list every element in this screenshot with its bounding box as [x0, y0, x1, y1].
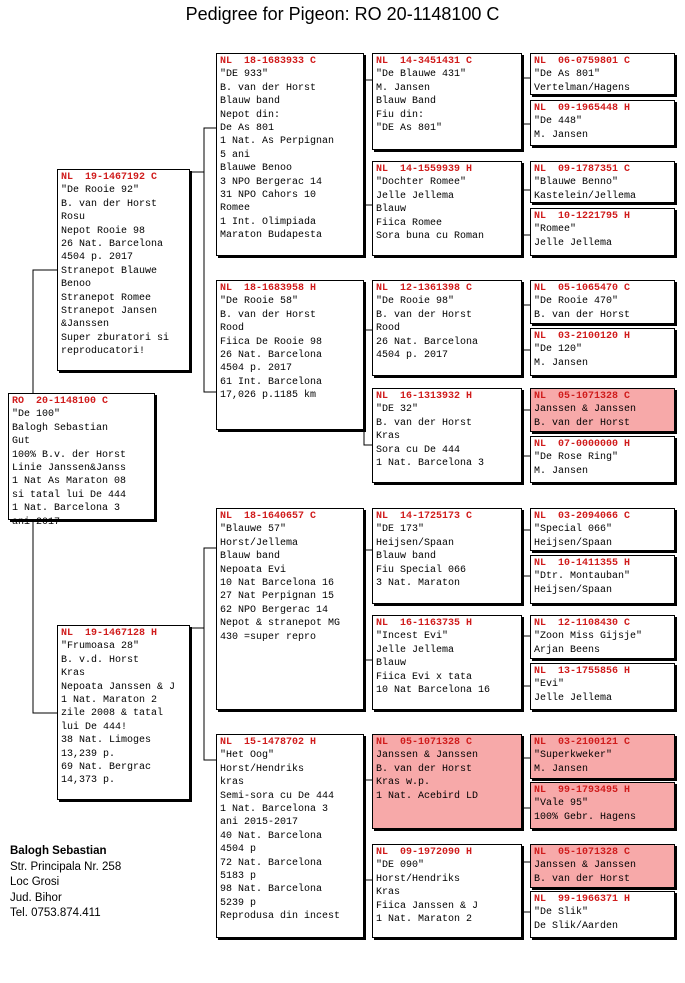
dam-dam-dam-card	[372, 844, 522, 938]
pigeon-details: "Frumoasa 28" B. v.d. Horst Kras Nepoata Janssen & J 1 Nat. Maraton 2 zile 2008 & tatal lui De 444! 38 Nat. Limoges 13,239 p. 69 Nat. Bergrac 14,373 p.	[61, 641, 176, 787]
ancestor-card-14	[530, 782, 675, 829]
ring-number: NL 09-1972090 H	[376, 847, 473, 858]
subject-pigeon-card	[8, 393, 155, 528]
dam-dam-sire-card	[372, 734, 522, 829]
ring-number: NL 18-1683933 C	[220, 56, 317, 67]
ring-number: NL 16-1313932 H	[376, 391, 473, 402]
ancestor-card-5	[530, 280, 675, 324]
ring-number: NL 03-2100120 H	[534, 331, 631, 342]
ancestor-card-16	[530, 891, 675, 938]
pigeon-details: "DE 933" B. van der Horst Blauw band Nepot din: De As 801 1 Nat. As Perpignan 5 ani Blauwe Benoo 3 NPO Bergerac 14 31 NPO Cahors 10 Romee 1 Int. Olimpiada Maraton Budapesta	[220, 69, 335, 242]
pigeon-details: "Dtr. Montauban" Heijsen/Spaan	[534, 571, 631, 596]
ring-number: NL 05-1071328 C	[376, 737, 473, 748]
ancestor-card-7	[530, 388, 675, 432]
sire-card	[57, 169, 190, 371]
ring-number: NL 06-0759801 C	[534, 56, 631, 67]
ancestor-card-6	[530, 328, 675, 376]
pigeon-details: Janssen & Janssen B. van der Horst Kras w.p. 1 Nat. Acebird LD	[376, 750, 479, 802]
ancestor-card-11	[530, 615, 675, 659]
owner-locality: Loc Grosi	[10, 876, 60, 888]
pigeon-details: "Zoon Miss Gijsje" Arjan Beens	[534, 631, 643, 656]
pigeon-details: "De 100" Balogh Sebastian Gut 100% B.v. der Horst Linie Janssen&Janss 1 Nat As Maraton 08 si tatal lui De 444 1 Nat. Barcelona 3 ani 2017	[12, 409, 127, 528]
ring-number: NL 13-1755856 H	[534, 666, 631, 677]
ring-number: NL 19-1467128 H	[61, 628, 158, 639]
pigeon-details: "Blauwe 57" Horst/Jellema Blauw band Nepoata Evi 10 Nat Barcelona 16 27 Nat Perpignan 15 62 NPO Bergerac 14 Nepot & stranepot MG 430 =super repro	[220, 524, 341, 643]
ring-number: RO 20-1148100 C	[12, 396, 109, 407]
pigeon-details: Janssen & Janssen B. van der Horst	[534, 404, 637, 429]
dam-sire-card	[216, 508, 364, 710]
sire-dam-card	[216, 280, 364, 430]
ring-number: NL 09-1787351 C	[534, 164, 631, 175]
pigeon-details: "DE 090" Horst/Hendriks Kras Fiica Janssen & J 1 Nat. Maraton 2	[376, 860, 479, 926]
ring-number: NL 99-1966371 H	[534, 894, 631, 905]
pigeon-details: "De Rooie 470" B. van der Horst	[534, 296, 631, 321]
owner-county: Jud. Bihor	[10, 891, 62, 904]
ring-number: NL 18-1683958 H	[220, 283, 317, 294]
pigeon-details: "DE 32" B. van der Horst Kras Sora cu De 444 1 Nat. Barcelona 3	[376, 404, 485, 470]
ancestor-card-2	[530, 100, 675, 146]
pigeon-details: "Evi" Jelle Jellema	[534, 679, 613, 704]
pigeon-details: "Blauwe Benno" Kastelein/Jellema	[534, 177, 637, 202]
ring-number: NL 10-1411355 H	[534, 558, 631, 569]
ring-number: NL 07-0000000 H	[534, 439, 631, 450]
ring-number: NL 05-1071328 C	[534, 391, 631, 402]
pigeon-details: "De 120" M. Jansen	[534, 344, 589, 369]
pigeon-details: "De Rooie 58" B. van der Horst Rood Fiica De Rooie 98 26 Nat. Barcelona 4504 p. 2017 61 Int. Barcelona 17,026 p.1185 km	[220, 296, 323, 402]
pigeon-details: "Incest Evi" Jelle Jellema Blauw Fiica Evi x tata 10 Nat Barcelona 16	[376, 631, 491, 697]
ring-number: NL 14-1559939 H	[376, 164, 473, 175]
pigeon-details: "De As 801" Vertelman/Hagens	[534, 69, 631, 94]
pigeon-details: "De 448" M. Jansen	[534, 116, 589, 141]
pigeon-details: "Het Oog" Horst/Hendriks kras Semi-sora cu De 444 1 Nat. Barcelona 3 ani 2015-2017 40 Nat. Barcelona 4504 p 72 Nat. Barcelona 5183 p 98 Nat. Barcelona 5239 p Reprodusa din incest	[220, 750, 341, 923]
ring-number: NL 12-1108430 C	[534, 618, 631, 629]
ring-number: NL 12-1361398 C	[376, 283, 473, 294]
sire-sire-sire-card	[372, 53, 522, 150]
pigeon-details: Janssen & Janssen B. van der Horst	[534, 860, 637, 885]
ring-number: NL 03-2094066 C	[534, 511, 631, 522]
owner-contact	[10, 844, 121, 922]
pigeon-details: "De Blauwe 431" M. Jansen Blauw Band Fiu din: "DE As 801"	[376, 69, 467, 135]
ancestor-card-4	[530, 208, 675, 256]
pigeon-details: "Romee" Jelle Jellema	[534, 224, 613, 249]
ancestor-card-12	[530, 663, 675, 710]
ancestor-card-13	[530, 734, 675, 779]
pigeon-details: "DE 173" Heijsen/Spaan Blauw band Fiu Special 066 3 Nat. Maraton	[376, 524, 467, 590]
ring-number: NL 99-1793495 H	[534, 785, 631, 796]
ring-number: NL 10-1221795 H	[534, 211, 631, 222]
ancestor-card-10	[530, 555, 675, 604]
ancestor-card-1	[530, 53, 675, 95]
ring-number: NL 19-1467192 C	[61, 172, 158, 183]
owner-street: Str. Principala Nr. 258	[10, 860, 122, 873]
ring-number: NL 14-1725173 C	[376, 511, 473, 522]
owner-name: Balogh Sebastian	[10, 845, 107, 857]
ring-number: NL 18-1640657 C	[220, 511, 317, 522]
owner-phone: Tel. 0753.874.411	[10, 907, 101, 919]
ring-number: NL 05-1065470 C	[534, 283, 631, 294]
dam-sire-sire-card	[372, 508, 522, 604]
ancestor-card-15	[530, 844, 675, 888]
pigeon-details: "Superkweker" M. Jansen	[534, 750, 613, 775]
sire-sire-dam-card	[372, 161, 522, 256]
ring-number: NL 15-1478702 H	[220, 737, 317, 748]
ancestor-card-9	[530, 508, 675, 551]
pigeon-details: "Vale 95" 100% Gebr. Hagens	[534, 798, 637, 823]
dam-dam-card	[216, 734, 364, 938]
ancestor-card-8	[530, 436, 675, 483]
sire-sire-card	[216, 53, 364, 256]
dam-sire-dam-card	[372, 615, 522, 710]
dam-card	[57, 625, 190, 800]
ring-number: NL 05-1071328 C	[534, 847, 631, 858]
sire-dam-sire-card	[372, 280, 522, 376]
pigeon-details: "Dochter Romee" Jelle Jellema Blauw Fiica Romee Sora buna cu Roman	[376, 177, 485, 243]
pigeon-details: "De Rose Ring" M. Jansen	[534, 452, 619, 477]
page-title: Pedigree for Pigeon: RO 20-1148100 C	[185, 4, 500, 24]
ring-number: NL 03-2100121 C	[534, 737, 631, 748]
pigeon-details: "De Rooie 92" B. van der Horst Rosu Nepot Rooie 98 26 Nat. Barcelona 4504 p. 2017 Stranepot Blauwe Benoo Stranepot Romee Stranepot Jansen &Janssen Super zburatori si reproducatori!	[61, 185, 170, 358]
pigeon-details: "Special 066" Heijsen/Spaan	[534, 524, 613, 549]
ring-number: NL 16-1163735 H	[376, 618, 473, 629]
ring-number: NL 09-1965448 H	[534, 103, 631, 114]
ring-number: NL 14-3451431 C	[376, 56, 473, 67]
pigeon-details: "De Slik" De Slik/Aarden	[534, 907, 619, 932]
pigeon-details: "De Rooie 98" B. van der Horst Rood 26 Nat. Barcelona 4504 p. 2017	[376, 296, 479, 362]
ancestor-card-3	[530, 161, 675, 203]
sire-dam-dam-card	[372, 388, 522, 483]
